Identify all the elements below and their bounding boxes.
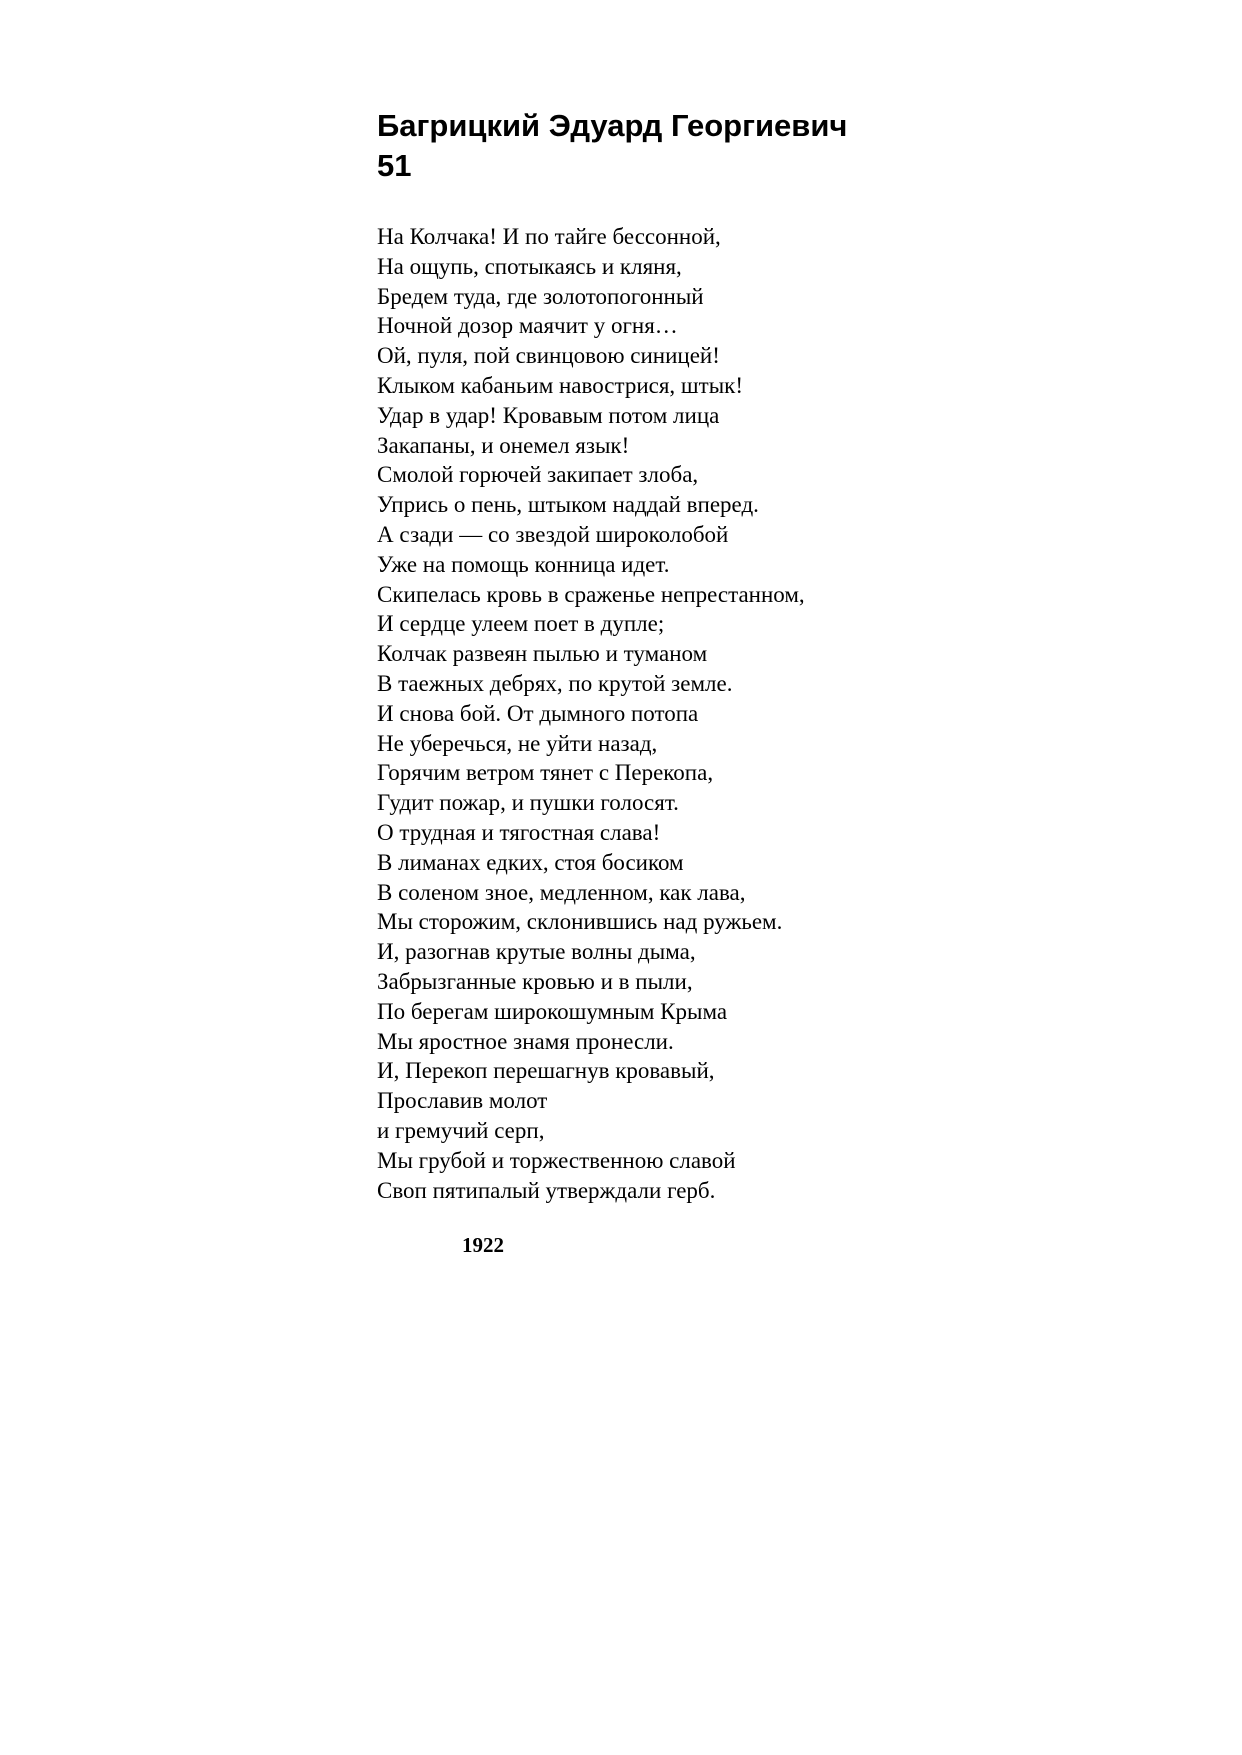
poem-line: В лиманах едких, стоя босиком [377, 849, 684, 875]
poem-line: Ой, пуля, пой свинцовою синицей! [377, 343, 720, 369]
poem-line: Горячим ветром тянет с Перекопа, [377, 760, 714, 786]
poem-line: О трудная и тягостная слава! [377, 819, 661, 845]
poem-line: В соленом зное, медленном, как лава, [377, 879, 746, 905]
poem-line: Мы яростное знамя пронесли. [377, 1028, 674, 1054]
poem-line: Забрызганные кровью и в пыли, [377, 968, 693, 994]
poem-line: Своп пятипалый утверждали герб. [377, 1177, 716, 1203]
poem-body [377, 222, 1177, 1205]
poem-line: И сердце улеем поет в дупле; [377, 611, 665, 637]
poem-number: 51 [377, 148, 412, 183]
poem-line: Мы грубой и торжественною славой [377, 1147, 736, 1173]
poem-line: По берегам широкошумным Крыма [377, 998, 728, 1024]
poem-line: Бредем туда, где золотопогонный [377, 283, 704, 309]
author-title: Багрицкий Эдуард Георгиевич [377, 108, 848, 143]
poem-line: Уже на помощь конница идет. [377, 551, 670, 577]
poem-line: Мы сторожим, склонившись над ружьем. [377, 909, 783, 935]
poem-line: Удар в удар! Кровавым потом лица [377, 402, 720, 428]
poem-line: В таежных дебрях, по крутой земле. [377, 670, 733, 696]
poem-line: И, разогнав крутые волны дыма, [377, 939, 696, 965]
poem-line: И, Перекоп перешагнув кровавый, [377, 1058, 715, 1084]
poem-line: На Колчака! И по тайге бессонной, [377, 224, 721, 249]
poem-line: Смолой горючей закипает злоба, [377, 462, 699, 488]
poem-line: Скипелась кровь в сраженье непрестанном, [377, 581, 805, 607]
poem-year: 1922 [462, 1233, 504, 1257]
poem-line: Упрись о пень, штыком наддай вперед. [377, 492, 759, 518]
poem-line: и гремучий серп, [377, 1117, 545, 1143]
poem-line: Не уберечься, не уйти назад, [377, 730, 658, 756]
poem-line: И снова бой. От дымного потопа [377, 700, 699, 726]
poem-line: А сзади — со звездой широколобой [377, 521, 729, 547]
poem-line: Закапаны, и онемел язык! [377, 432, 630, 458]
poem-line: Гудит пожар, и пушки голосят. [377, 790, 679, 816]
document-header [377, 106, 1137, 186]
poem-line: Клыком кабаньим навострися, штык! [377, 372, 743, 398]
poem-line: Колчак развеян пылью и туманом [377, 641, 708, 667]
poem-line: Ночной дозор маячит у огня… [377, 313, 678, 339]
poem-line: На ощупь, спотыкаясь и кляня, [377, 253, 682, 279]
poem-line: Прославив молот [377, 1088, 548, 1114]
